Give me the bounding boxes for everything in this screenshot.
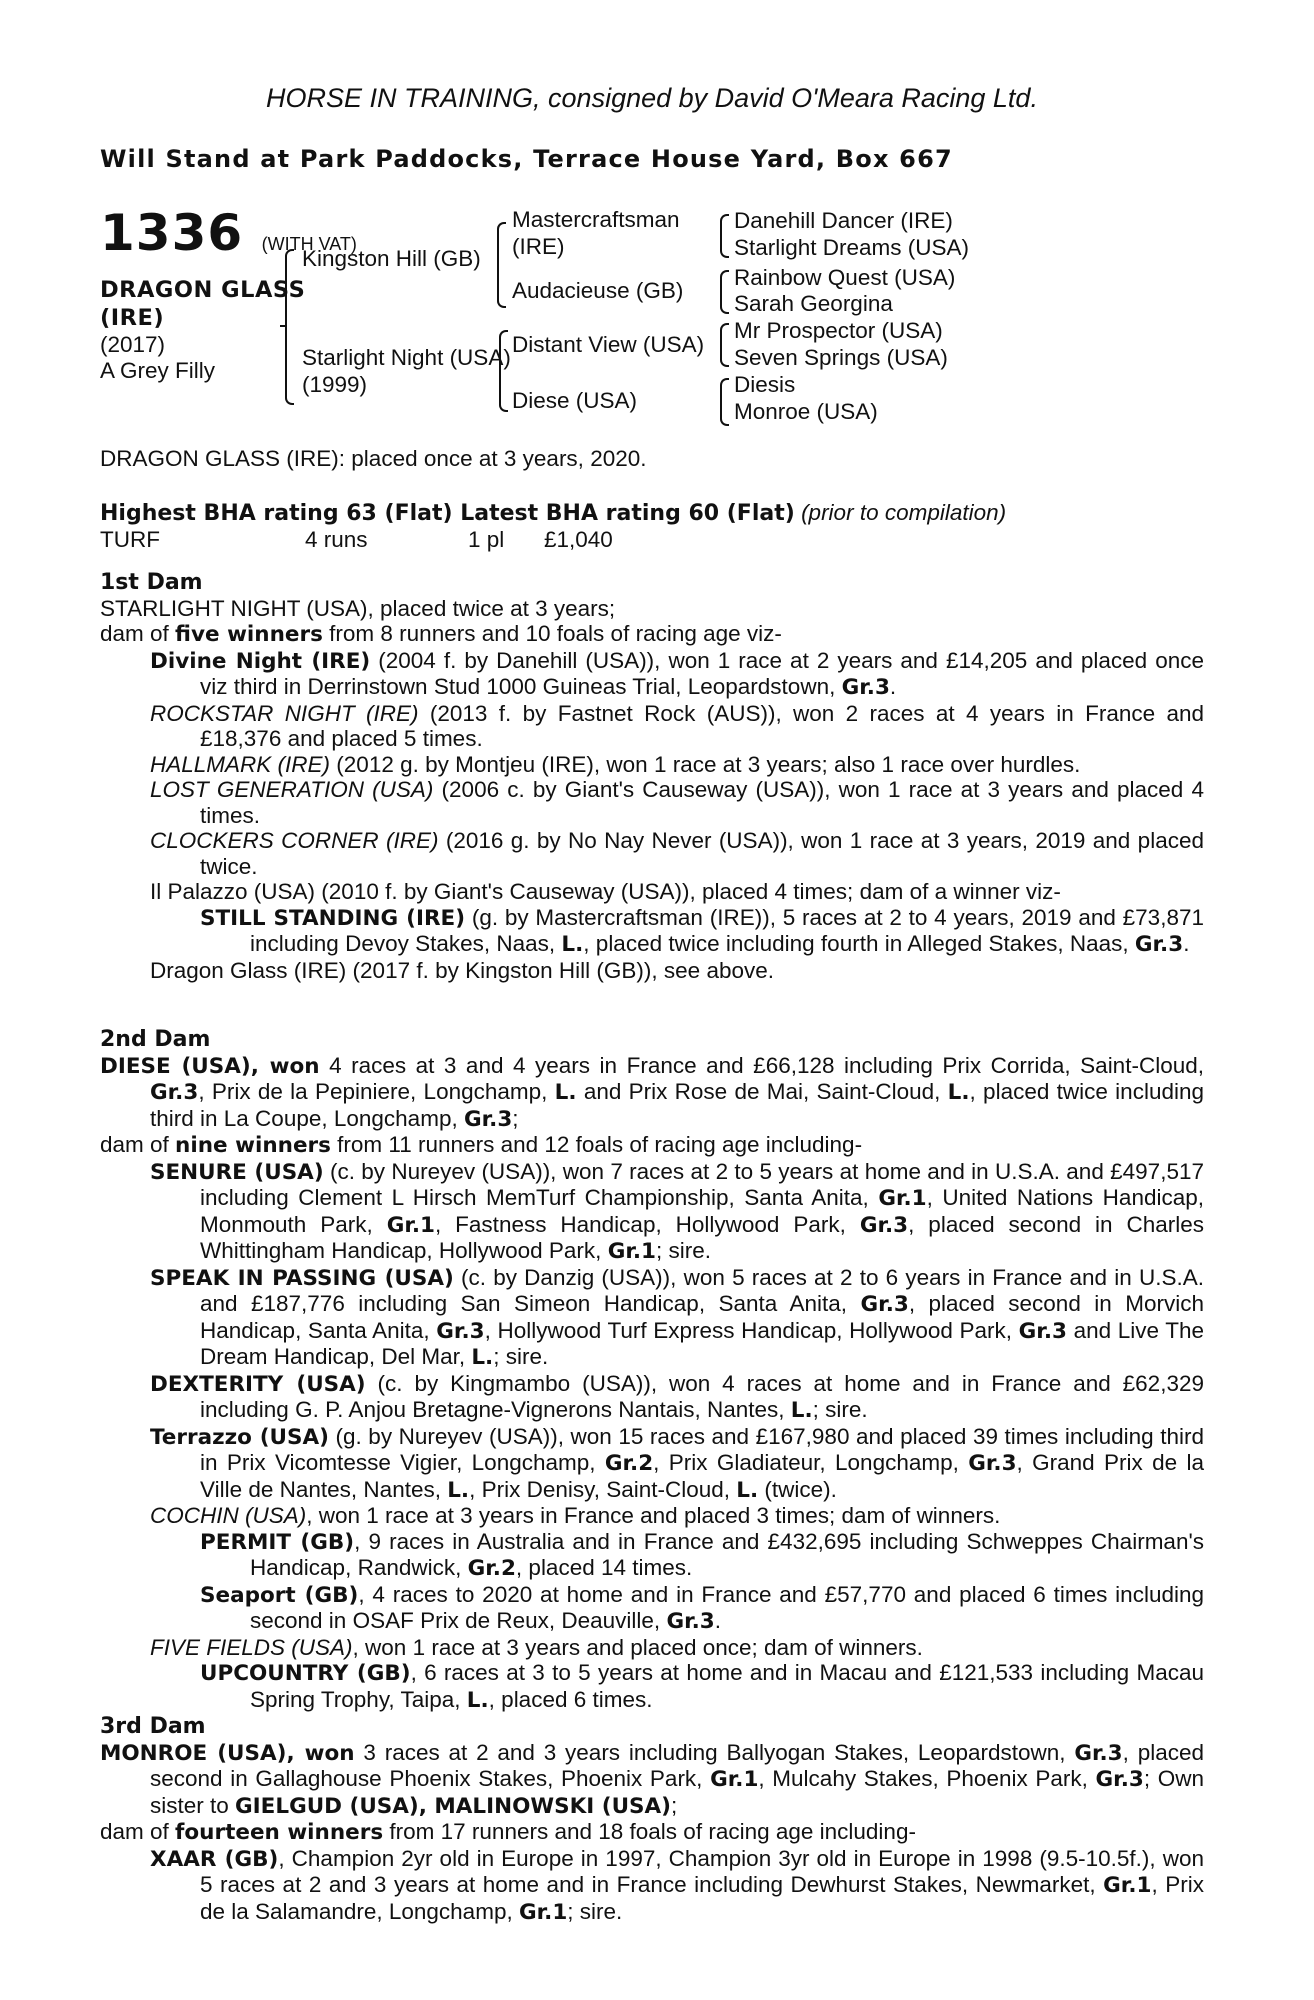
produce-entry: DEXTERITY (USA) (c. by Kingmambo (USA)), won 4 races at home and in France and £62,329 including G. P. Anjou Bretagne-Vignerons Nantais, Nantes, L.; sire. xyxy=(150,1370,1204,1423)
produce-entry: LOST GENERATION (USA) (2006 c. by Giant's Causeway (USA)), won 1 race at 3 years and placed 4 times. xyxy=(150,777,1204,828)
dam-dam-dam: Monroe (USA) xyxy=(734,399,878,424)
produce-entry: FIVE FIELDS (USA), won 1 race at 3 years and placed once; dam of winners. xyxy=(150,1634,923,1660)
foaling-year: (2017) xyxy=(100,332,166,357)
produce-entry: Seaport (GB), 4 races to 2020 at home and in France and £57,770 and placed 6 times including second in OSAF Prix de Reux, Deauville, Gr.3. xyxy=(200,1581,1204,1634)
first-dam-section xyxy=(100,570,1204,983)
produce-entry: Dragon Glass (IRE) (2017 f. by Kingston Hill (GB)), see above. xyxy=(150,957,775,983)
produce-entry: UPCOUNTRY (GB), 6 races at 3 to 5 years at home and in Macau and £121,533 including Macau Spring Trophy, Taipa, L., placed 6 times. xyxy=(200,1660,1204,1713)
second-dam-section xyxy=(100,1027,1204,1713)
dam-produce-summary: dam of nine winners from 11 runners and 12 foals of racing age including- xyxy=(100,1132,863,1158)
dam-intro: MONROE (USA), won 3 races at 2 and 3 years including Ballyogan Stakes, Leopardstown, Gr.3, placed second in Gallaghouse Phoenix Stakes, Phoenix Park, Gr.1, Mulcahy Stakes, Phoenix Park, Gr.3; Own sister to GIELGUD (USA), MALINOWSKI (USA); xyxy=(100,1739,1204,1819)
section-heading: 2nd Dam xyxy=(100,1027,211,1052)
sire-dam: Audacieuse (GB) xyxy=(512,278,684,303)
section-heading: 1st Dam xyxy=(100,570,203,595)
produce-entry: PERMIT (GB), 9 races in Australia and in France and £432,695 including Schweppes Chairman's Handicap, Randwick, Gr.2, placed 14 times. xyxy=(200,1528,1205,1581)
produce-entry: CLOCKERS CORNER (IRE) (2016 g. by No Nay Never (USA)), won 1 race at 3 years, 2019 and placed twice. xyxy=(150,828,1204,879)
produce-entry: SPEAK IN PASSING (USA) (c. by Danzig (USA)), won 5 races at 2 to 6 years in France and in U.S.A. and £187,776 including San Simeon Handicap, Santa Anita, Gr.3, placed second in Morvich Handicap, Santa Anita, Gr.3, Hollywood Turf Express Handicap, Hollywood Park, Gr.3 and Live The Dream Handicap, Del Mar, L.; sire. xyxy=(150,1264,1205,1370)
race-record-summary: DRAGON GLASS (IRE): placed once at 3 years, 2020. xyxy=(100,446,647,471)
bha-rating: Highest BHA rating 63 (Flat) Latest BHA rating 60 (Flat) (prior to compilation) xyxy=(100,500,1007,526)
vat-note: (WITH VAT) xyxy=(261,234,357,254)
sire-name: Kingston Hill (GB) xyxy=(302,246,481,271)
sire-sire: Mastercraftsman (IRE) xyxy=(512,207,680,259)
dam-intro: DIESE (USA), won 4 races at 3 and 4 years in France and £66,128 including Prix Corrida, Saint-Cloud, Gr.3, Prix de la Pepiniere, Longchamp, L. and Prix Rose de Mai, Saint-Cloud, L., placed twice including third in La Coupe, Longchamp, Gr.3; xyxy=(100,1052,1204,1132)
pedigree-brace xyxy=(497,222,506,308)
produce-entry: Divine Night (IRE) (2004 f. by Danehill (USA)), won 1 race at 2 years and £14,205 and placed once viz third in Derrinstown Stud 1000 Guineas Trial, Leopardstown, Gr.3. xyxy=(150,647,1204,700)
produce-entry: STILL STANDING (IRE) (g. by Mastercraftsman (IRE)), 5 races at 2 to 4 years, 2019 and £73,871 including Devoy Stakes, Naas, L., placed twice including fourth in Alleged Stakes, Naas, Gr.3. xyxy=(200,904,1204,957)
dam-intro: STARLIGHT NIGHT (USA), placed twice at 3 years; xyxy=(100,595,616,621)
dam-dam-sire: Diesis xyxy=(734,372,796,397)
pedigree-brace xyxy=(720,214,729,258)
pedigree-brace xyxy=(285,249,294,405)
stand-location: Will Stand at Park Paddocks, Terrace House Yard, Box 667 xyxy=(100,145,953,173)
section-heading: 3rd Dam xyxy=(100,1714,206,1739)
pedigree-brace xyxy=(720,323,729,367)
dam-sire: Distant View (USA) xyxy=(512,332,705,357)
sire-sire-sire: Danehill Dancer (IRE) xyxy=(734,208,953,233)
sire-dam-dam: Sarah Georgina xyxy=(734,291,893,316)
pedigree-brace xyxy=(280,325,287,327)
sire-dam-sire: Rainbow Quest (USA) xyxy=(734,265,956,290)
horse-description: A Grey Filly xyxy=(100,357,216,383)
pedigree-brace xyxy=(720,270,729,314)
dam-dam: Diese (USA) xyxy=(512,388,638,413)
produce-entry: COCHIN (USA), won 1 race at 3 years in France and placed 3 times; dam of winners. xyxy=(150,1503,1001,1528)
third-dam-section xyxy=(100,1714,1204,1925)
dam-sire-dam: Seven Springs (USA) xyxy=(734,345,948,370)
produce-entry: XAAR (GB), Champion 2yr old in Europe in 1997, Champion 3yr old in Europe in 1998 (9.5-10.5f.), won 5 races at 2 and 3 years at home and in France including Dewhurst Stakes, Newmarket, Gr.1, Prix de la Salamandre, Longchamp, Gr.1; sire. xyxy=(150,1845,1204,1925)
pedigree-brace xyxy=(720,378,729,426)
produce-entry: ROCKSTAR NIGHT (IRE) (2013 f. by Fastnet Rock (AUS)), won 2 races at 4 years in France and £18,376 and placed 5 times. xyxy=(150,700,1204,751)
dam-produce-summary: dam of fourteen winners from 17 runners and 18 foals of racing age including- xyxy=(100,1819,916,1845)
pedigree-brace xyxy=(499,330,508,412)
consignment-line: HORSE IN TRAINING, consigned by David O'Meara Racing Ltd. xyxy=(266,83,1038,113)
sire-sire-dam: Starlight Dreams (USA) xyxy=(734,235,970,260)
horse-name: DRAGON GLASS (IRE) xyxy=(100,277,306,331)
produce-entry: Il Palazzo (USA) (2010 f. by Giant's Causeway (USA)), placed 4 times; dam of a winner viz- xyxy=(150,879,1061,904)
produce-entry: Terrazzo (USA) (g. by Nureyev (USA)), won 15 races and £167,980 and placed 39 times including third in Prix Vicomtesse Vigier, Longchamp, Gr.2, Prix Gladiateur, Longchamp, Gr.3, Grand Prix de la Ville de Nantes, Nantes, L., Prix Denisy, Saint-Cloud, L. (twice). xyxy=(150,1423,1205,1503)
dam-name: Starlight Night (USA) (1999) xyxy=(302,345,511,397)
produce-entry: HALLMARK (IRE) (2012 g. by Montjeu (IRE), won 1 race at 3 years; also 1 race over hurdles. xyxy=(150,751,1081,777)
dam-sire-sire: Mr Prospector (USA) xyxy=(734,318,943,343)
dam-produce-summary: dam of five winners from 8 runners and 10 foals of racing age viz- xyxy=(100,621,782,647)
produce-entry: SENURE (USA) (c. by Nureyev (USA)), won 7 races at 2 to 5 years at home and in U.S.A. and £497,517 including Clement L Hirsch MemTurf Championship, Santa Anita, Gr.1, United Nations Handicap, Monmouth Park, Gr.1, Fastness Handicap, Hollywood Park, Gr.3, placed second in Charles Whittingham Handicap, Hollywood Park, Gr.1; sire. xyxy=(150,1158,1204,1264)
lot-number: 1336 xyxy=(100,204,244,262)
